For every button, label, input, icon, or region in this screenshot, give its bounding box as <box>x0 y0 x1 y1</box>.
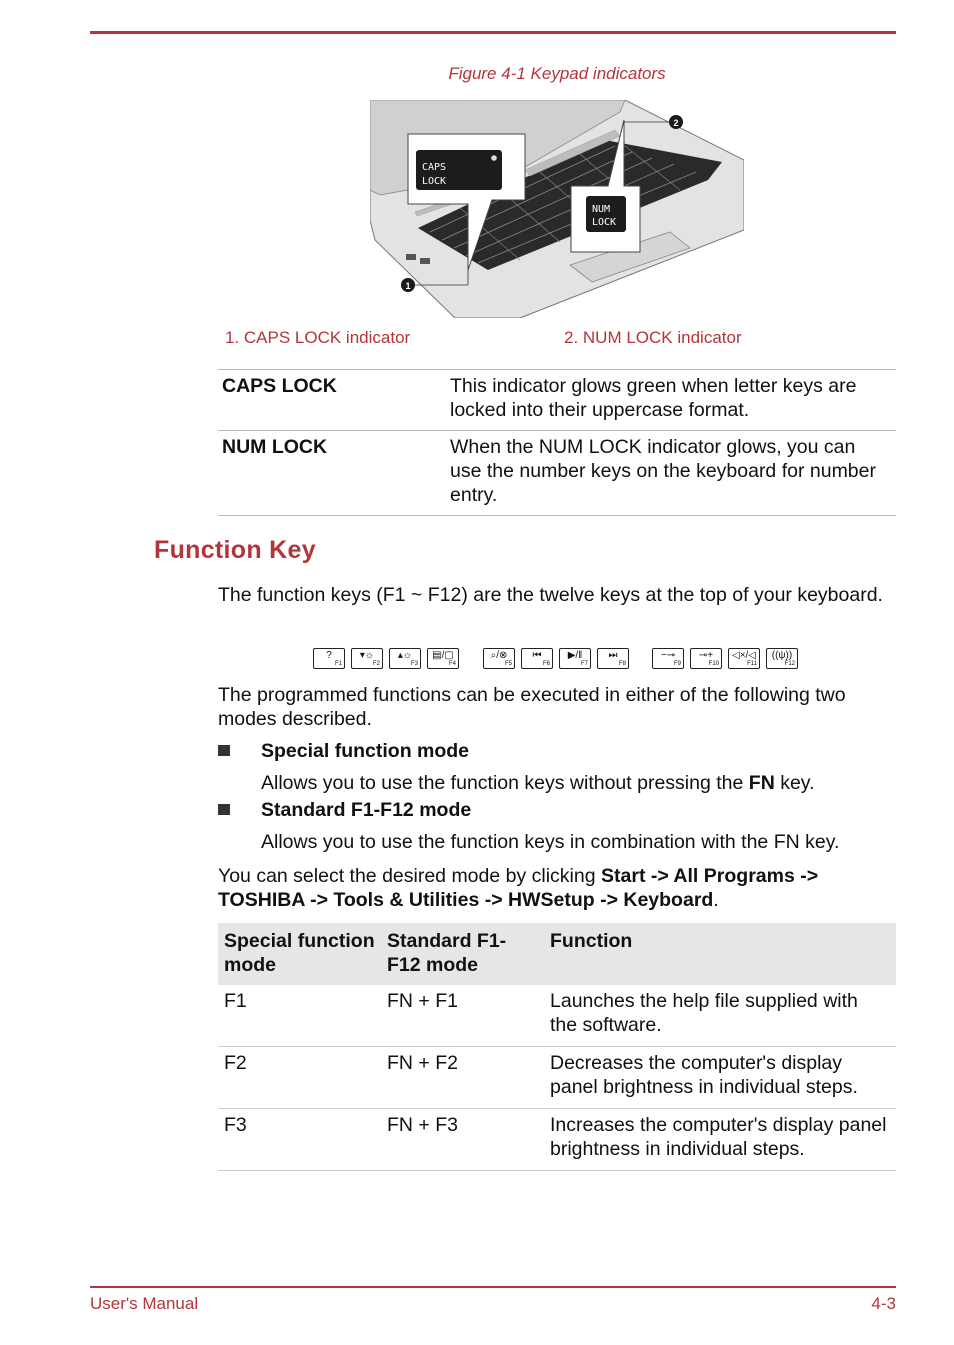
table-cell: FN + F1 <box>381 985 544 1047</box>
indicator-name: CAPS LOCK <box>218 370 446 431</box>
callout-num-lock: 2. NUM LOCK indicator <box>564 328 742 347</box>
indicator-description: When the NUM LOCK indicator glows, you can use the number keys on the keyboard for number entry. <box>446 431 896 516</box>
table-header-row <box>218 923 896 985</box>
function-key-row <box>313 648 803 672</box>
modes-paragraph: The programmed functions can be executed in either of the following two modes described. <box>218 684 846 730</box>
bullet-text-special: Allows you to use the function keys without pressing the FN key. <box>261 772 815 794</box>
table-cell: F2 <box>218 1047 381 1109</box>
f2-key-icon: ▾☼ F2 <box>351 648 383 669</box>
caps-badge-line-1: CAPS <box>422 162 447 173</box>
f1-key-icon: ? F1 <box>313 648 345 669</box>
table-row <box>218 1109 896 1171</box>
table-cell: F1 <box>218 985 381 1047</box>
table-cell: FN + F2 <box>381 1047 544 1109</box>
num-badge-line-1: NUM <box>592 204 611 215</box>
indicator-table <box>218 369 896 516</box>
callout-caps-lock: 1. CAPS LOCK indicator <box>225 328 411 347</box>
keypad-indicators-illustration <box>370 100 744 318</box>
bullet-marker <box>218 804 230 815</box>
table-cell: Decreases the computer's display panel brightness in individual steps. <box>544 1047 896 1109</box>
table-cell: F3 <box>218 1109 381 1171</box>
f12-key-icon: ((ψ)) F12 <box>766 648 798 669</box>
table-row <box>218 985 896 1047</box>
marker-2: 2 <box>673 118 679 128</box>
f4-key-icon: ▤/▢ F4 <box>427 648 459 669</box>
function-table <box>218 923 896 1171</box>
bullet-marker <box>218 745 230 756</box>
f9-key-icon: −⊸ F9 <box>652 648 684 669</box>
f10-key-icon: ⊸+ F10 <box>690 648 722 669</box>
num-badge-line-2: LOCK <box>592 217 617 228</box>
f11-key-icon: ◁×/◁ F11 <box>728 648 760 669</box>
table-cell: FN + F3 <box>381 1109 544 1171</box>
page-number: 4-3 <box>871 1294 896 1313</box>
f6-key-icon: ⏮ F6 <box>521 648 553 669</box>
section-heading: Function Key <box>154 536 316 564</box>
f3-key-icon: ▴☼ F3 <box>389 648 421 669</box>
bullet-text-standard: Allows you to use the function keys in combination with the FN key. <box>261 831 840 853</box>
f5-key-icon: ⌕/⊗ F5 <box>483 648 515 669</box>
table-cell: Increases the computer's display panel brightness in individual steps. <box>544 1109 896 1171</box>
bullet-title-special: Special function mode <box>261 740 470 762</box>
table-row <box>218 1047 896 1109</box>
footer-rule <box>90 1286 896 1288</box>
footer-manual-title: User's Manual <box>90 1294 199 1313</box>
column-header: Special function mode <box>218 923 381 985</box>
f7-key-icon: ▶/‖ F7 <box>559 648 591 669</box>
table-cell: Launches the help file supplied with the software. <box>544 985 896 1047</box>
column-header: Function <box>544 923 896 985</box>
indicator-name: NUM LOCK <box>218 431 446 516</box>
select-mode-paragraph: You can select the desired mode by clicking Start -> All Programs -> TOSHIBA -> Tools & Utilities -> HWSetup -> Keyboard. <box>218 865 819 911</box>
bullet-title-standard: Standard F1-F12 mode <box>261 799 472 821</box>
header-rule <box>90 31 896 34</box>
intro-paragraph: The function keys (F1 ~ F12) are the twelve keys at the top of your keyboard. <box>218 584 883 606</box>
figure-caption: Figure 4-1 Keypad indicators <box>448 64 666 83</box>
f8-key-icon: ⏭ F8 <box>597 648 629 669</box>
marker-1: 1 <box>405 281 411 291</box>
table-row <box>218 370 896 431</box>
caps-badge-line-2: LOCK <box>422 176 447 187</box>
column-header: Standard F1-F12 mode <box>381 923 544 985</box>
indicator-description: This indicator glows green when letter keys are locked into their uppercase format. <box>446 370 896 431</box>
table-row <box>218 431 896 516</box>
